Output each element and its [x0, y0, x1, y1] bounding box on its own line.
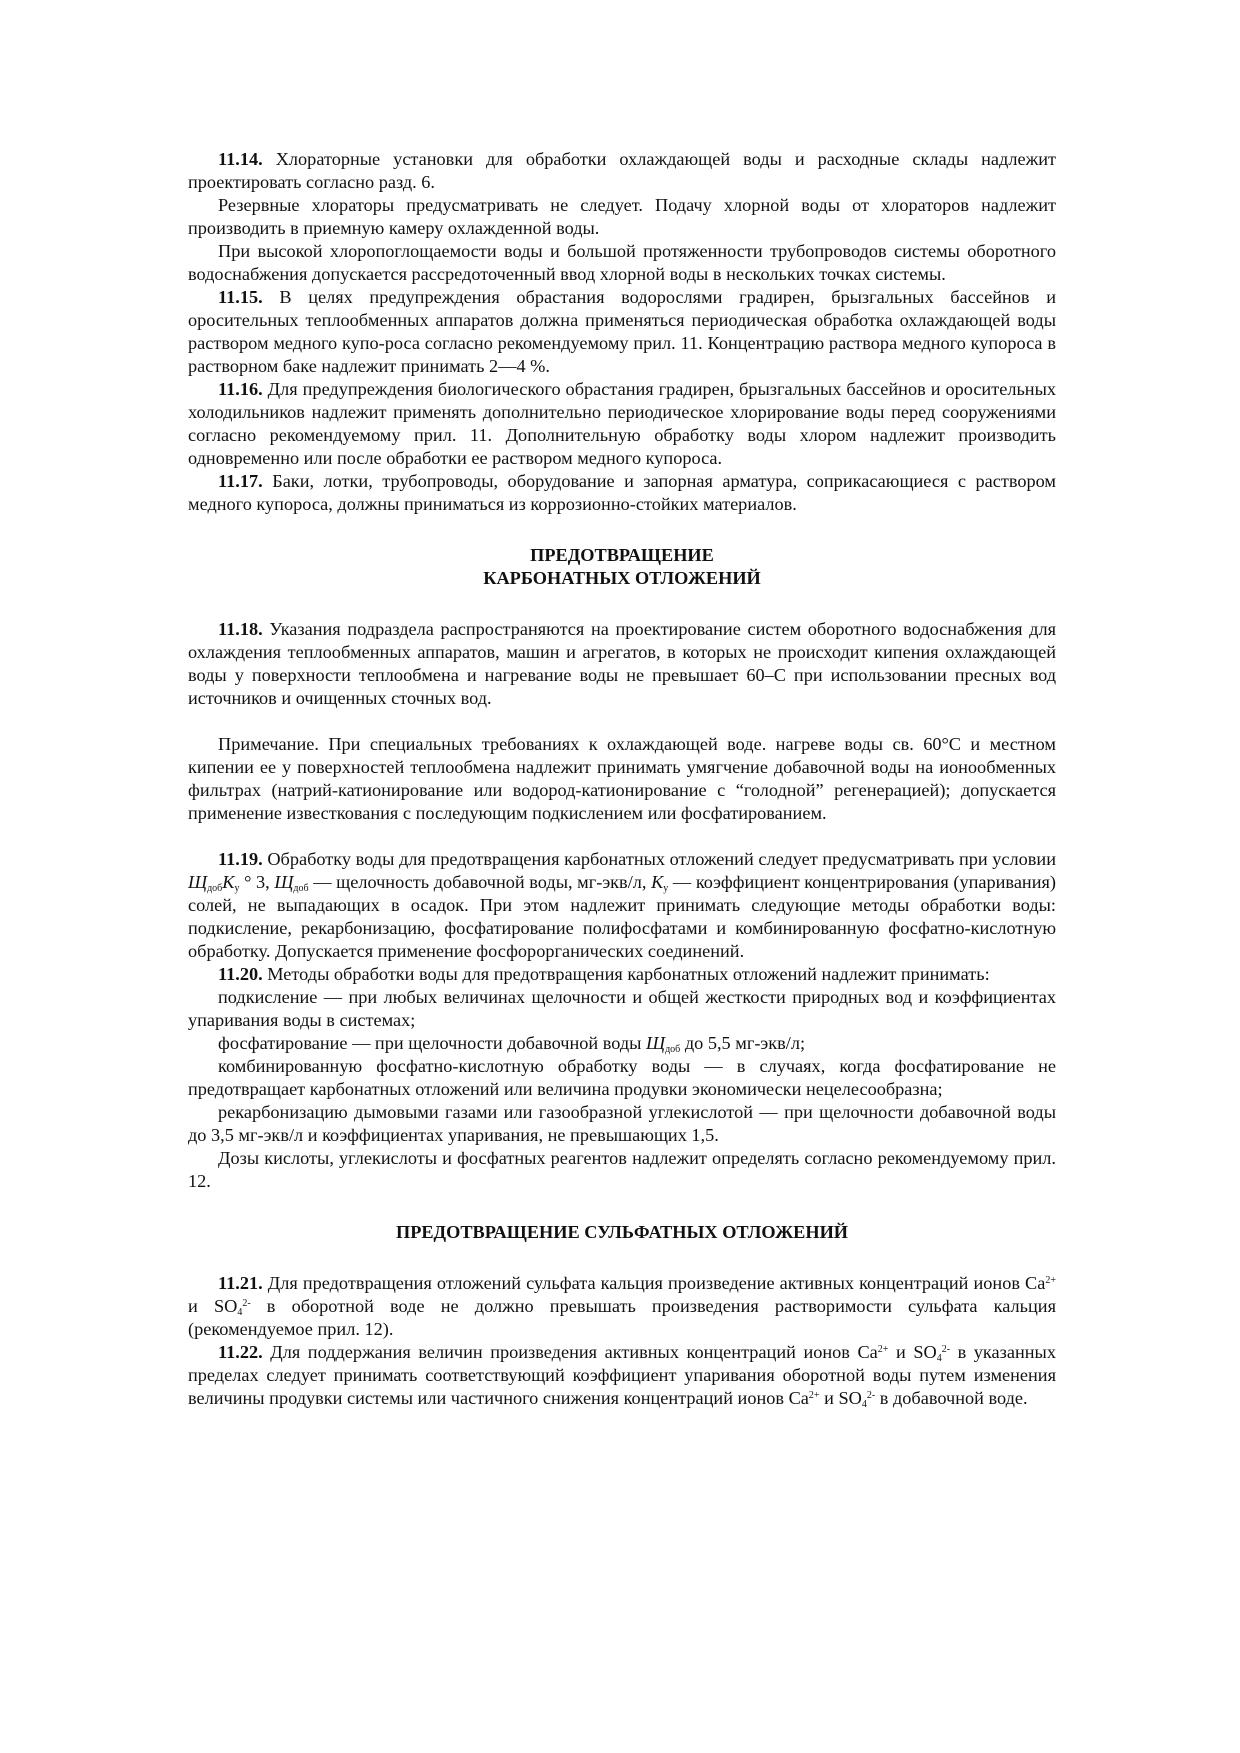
ion-so4: SO: [913, 1342, 937, 1362]
paragraph-text: — щелочность добавочной воды, мг-экв/л,: [308, 872, 652, 892]
note-paragraph: Примечание. При специальных требованиях к охлаждающей воде. нагреве воды св. 60°С и местном кипении ее у поверхностей теплообмена надлежит принимать умягчение добавочной воды на ионообменных фильтрах (натрий-катионирование или водород-катионирование с “голодной” регенерацией); допускается применение известкования с последующим подкислением или фосфатированием.: [188, 734, 1056, 823]
ion-ca: Ca: [857, 1342, 878, 1362]
subscript-dob: доб: [207, 883, 223, 894]
paragraph-text: В целях предупреждения обрастания водорослями градирен, брызгальных бассейнов и оросительных теплообменных аппаратов должна применяться периодическая обработка охлаждающей воды раствором медного купо-роса согласно рекомендуемому прил. 11. Концентрацию раствора медного купороса в растворном баке надлежит принимать 2—4 %.: [188, 287, 1056, 376]
list-item-recarbonization: рекарбонизацию дымовыми газами или газообразной углекислотой — при щелочности добавочной воды до 3,5 мг-экв/л и коэффициентах упаривания, не превышающих 1,5.: [188, 1102, 1056, 1145]
ion-ca-charge: 2+: [1045, 1275, 1056, 1286]
heading-line-2: КАРБОНАТНЫХ ОТЛОЖЕНИЙ: [483, 568, 761, 588]
paragraph-text: в оборотной воде не должно превышать произведения растворимости сульфата кальция (рекомендуемое прил. 12).: [188, 1296, 1056, 1339]
list-item-acidification: подкисление — при любых величинах щелочности и общей жесткости природных вод и коэффициентах упаривания воды в системах;: [188, 987, 1056, 1030]
paragraph-11-22: [188, 1341, 1056, 1410]
paragraph-text: фосфатирование — при щелочности добавочной воды: [218, 1033, 646, 1053]
paragraph-text: в добавочной воде.: [875, 1388, 1028, 1408]
section-heading-sulfate: ПРЕДОТВРАЩЕНИЕ СУЛЬФАТНЫХ ОТЛОЖЕНИЙ: [395, 1222, 849, 1242]
subscript-dob: доб: [293, 883, 309, 894]
paragraph-text: Баки, лотки, трубопроводы, оборудование и запорная арматура, соприкасающиеся с раствором медного купороса, должны приниматься из коррозионно-стойких материалов.: [188, 471, 1056, 514]
paragraph-text: и: [819, 1388, 839, 1408]
clause-number: 11.14.: [218, 149, 263, 169]
paragraph-11-15: [188, 286, 1056, 378]
ion-ca-charge: 2+: [877, 1344, 889, 1355]
paragraph-11-21: [188, 1272, 1056, 1341]
paragraph-11-14: [188, 148, 1056, 194]
paragraph-11-18: [188, 618, 1056, 710]
ion-so4-charge: 2-: [242, 1298, 251, 1309]
paragraph-text: Указания подраздела распространяются на проектирование систем оборотного водоснабжения для охлаждения теплообменных аппаратов, машин и агрегатов, в которых не происходит кипения охлаждающей воды у поверхности теплообмена и нагревание воды не превышает 60–С при использовании пресных вод источников и очищенных сточных вод.: [188, 619, 1056, 708]
paragraph-text: до 5,5 мг-экв/л;: [680, 1033, 806, 1053]
paragraph-11-16: [188, 378, 1056, 470]
symbol-sch: Щ: [646, 1033, 666, 1053]
ion-so4-charge: 2-: [941, 1344, 951, 1355]
paragraph-text: и: [188, 1296, 214, 1316]
ion-so4: SO: [838, 1388, 862, 1408]
clause-number: 11.19.: [218, 849, 263, 869]
ion-so4-subscript: 4: [861, 1399, 867, 1410]
paragraph-doses: Дозы кислоты, углекислоты и фосфатных реагентов надлежит определять согласно рекомендуемому прил. 12.: [188, 1148, 1056, 1191]
subscript-dob: доб: [665, 1044, 681, 1055]
clause-number: 11.22.: [218, 1342, 263, 1362]
symbol-sch: Щ: [274, 872, 294, 892]
paragraph-text: Хлораторные установки для обработки охлаждающей воды и расходные склады надлежит проектировать согласно разд. 6.: [188, 149, 1056, 192]
document-page: [188, 148, 1056, 1410]
paragraph-text: Для предотвращения отложений сульфата кальция произведение активных концентраций ионов: [262, 1273, 1026, 1293]
subscript-y: у: [663, 883, 669, 894]
subscript-y: у: [234, 883, 240, 894]
symbol-k: K: [222, 872, 235, 892]
paragraph-text: Обработку воды для предотвращения карбонатных отложений следует предусматривать при условии: [262, 849, 1056, 869]
paragraph-text: — коэффициент концентрирования (упаривания) солей, не выпадающих в осадок. При этом надлежит принимать следующие методы обработки воды: подкисление, рекарбонизацию, фосфатирование полифосфатами и комбинированную фосфатно-кислотную обработку. Допускается применение фосфорорганических соединений.: [188, 872, 1056, 961]
paragraph-text: в указанных пределах следует принимать соответствующий коэффициент упаривания оборотной воды путем изменения величины продувки системы или частичного снижения концентраций ионов: [188, 1342, 1056, 1408]
paragraph-text: Для поддержания величин произведения активных концентраций ионов: [262, 1342, 858, 1362]
ion-so4-subscript: 4: [936, 1353, 942, 1364]
section-heading-carbonate: [188, 544, 1056, 590]
paragraph-chlorine-distribution: При высокой хлоропоглощаемости воды и большой протяженности трубопроводов системы оборотного водоснабжения допускается рассредоточенный ввод хлорной воды в нескольких точках системы.: [188, 241, 1056, 284]
paragraph-text: Для предупреждения биологического обрастания градирен, брызгальных бассейнов и оросительных холодильников надлежит применять дополнительно периодическое хлорирование воды перед сооружениями согласно рекомендуемому прил. 11. Дополнительную обработку воды хлором надлежит производить одновременно или после обработки ее раствором медного купороса.: [188, 379, 1056, 468]
clause-number: 11.21.: [218, 1273, 263, 1293]
symbol-k: K: [651, 872, 664, 892]
paragraph-11-20: [188, 963, 1056, 986]
clause-number: 11.17.: [218, 471, 263, 491]
list-item-combined: комбинированную фосфатно-кислотную обработку воды — в случаях, когда фосфатирование не предотвращает карбонатных отложений или величина продувки экономически нецелесообразна;: [188, 1056, 1056, 1099]
paragraph-reserve-chlorinators: Резервные хлораторы предусматривать не следует. Подачу хлорной воды от хлораторов надлежит производить в приемную камеру охлажденной воды.: [188, 195, 1056, 238]
clause-number: 11.18.: [218, 619, 263, 639]
paragraph-11-17: [188, 470, 1056, 516]
clause-number: 11.16.: [218, 379, 263, 399]
paragraph-text: и: [888, 1342, 914, 1362]
ion-ca: Ca: [788, 1388, 809, 1408]
ion-so4-subscript: 4: [237, 1307, 243, 1318]
paragraph-text: ° 3,: [239, 872, 275, 892]
list-item-phosphating: [188, 1032, 1056, 1055]
ion-so4-charge: 2-: [866, 1390, 876, 1401]
clause-number: 11.15.: [218, 287, 263, 307]
paragraph-11-19: [188, 848, 1056, 963]
paragraph-text: Методы обработки воды для предотвращения карбонатных отложений надлежит принимать:: [262, 964, 990, 984]
heading-line-1: ПРЕДОТВРАЩЕНИЕ: [530, 545, 714, 565]
ion-so4: SO: [213, 1296, 238, 1316]
clause-number: 11.20.: [218, 964, 263, 984]
ion-ca-charge: 2+: [808, 1390, 820, 1401]
symbol-sch: Щ: [188, 872, 208, 892]
ion-ca: Ca: [1025, 1273, 1046, 1293]
